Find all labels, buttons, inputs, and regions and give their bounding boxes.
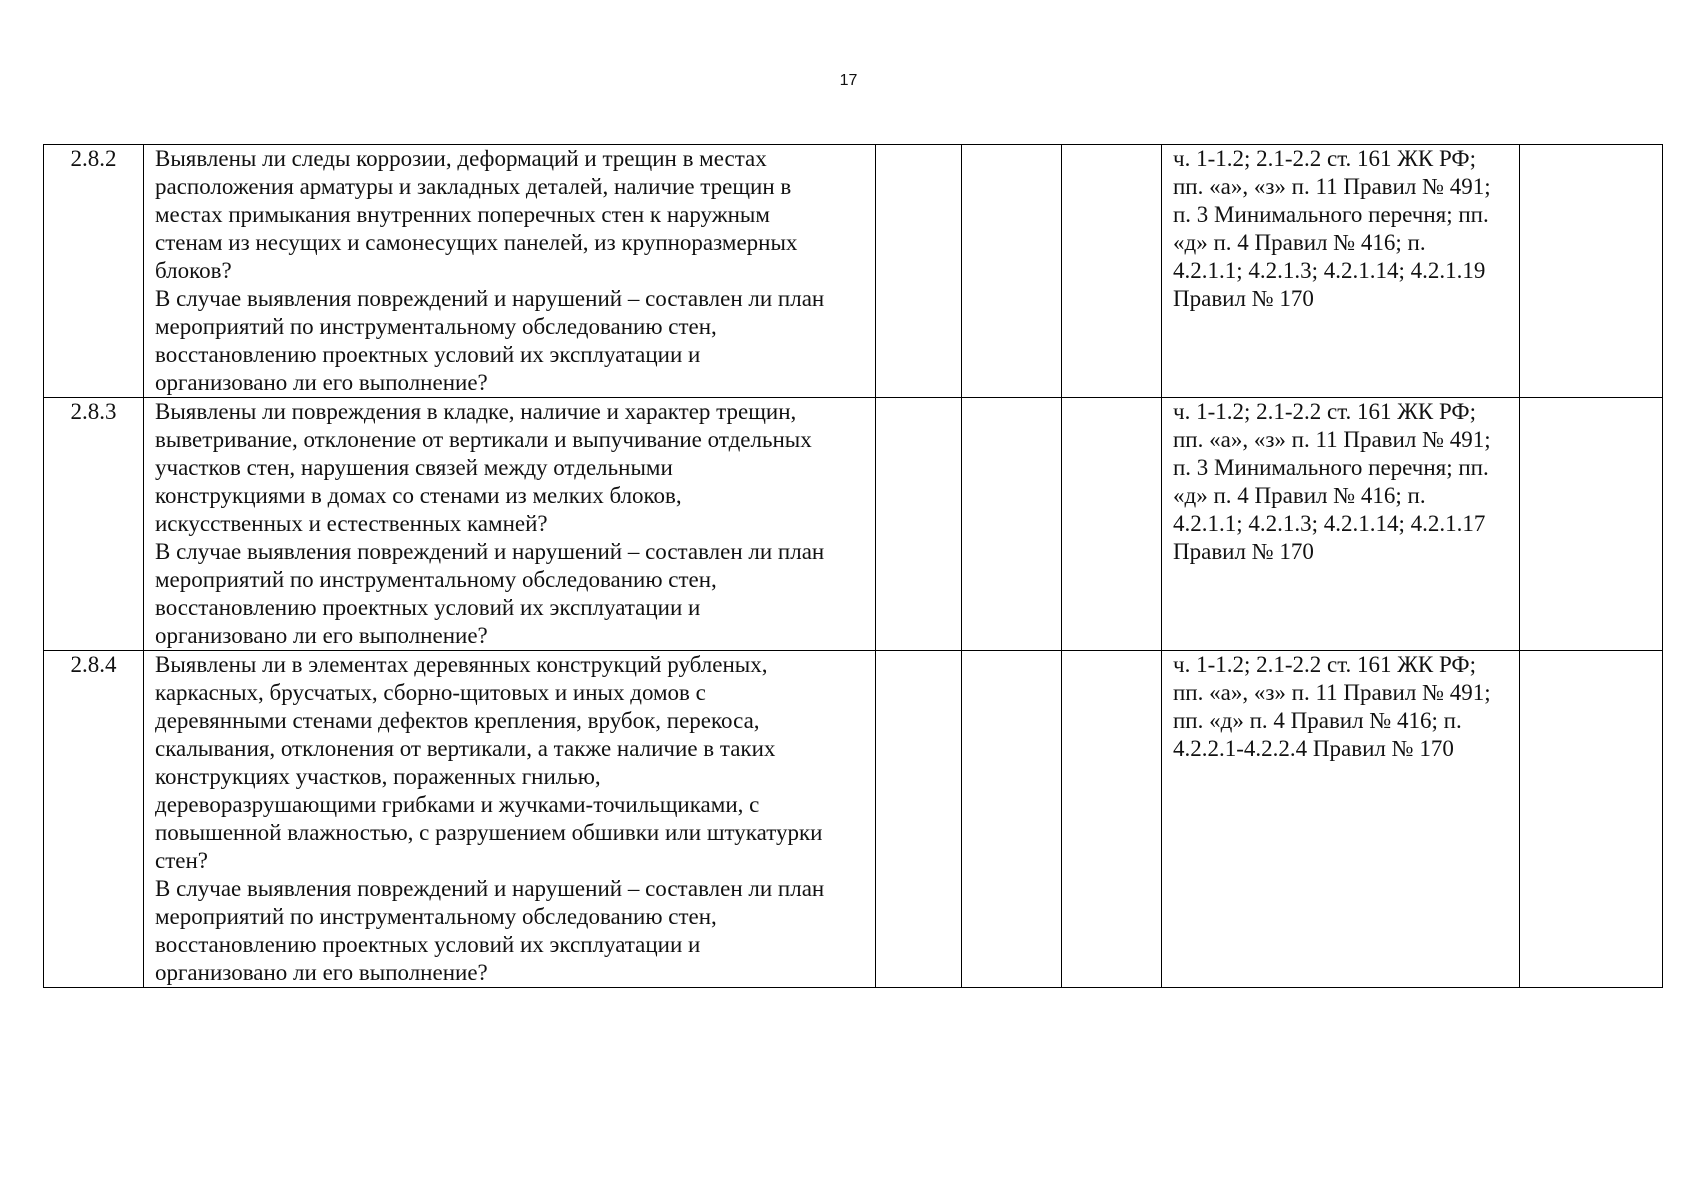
question-line: стенам из несущих и самонесущих панелей, из крупноразмерных	[155, 230, 798, 255]
item-number: 2.8.4	[44, 651, 144, 988]
question-line: конструкциями в домах со стенами из мелких блоков,	[155, 483, 682, 508]
reference-line: ч. 1-1.2; 2.1-2.2 ст. 161 ЖК РФ;	[1173, 146, 1476, 171]
question-line: организовано ли его выполнение?	[155, 370, 488, 395]
question-line: скалывания, отклонения от вертикали, а также наличие в таких	[155, 736, 776, 761]
question-line: выветривание, отклонение от вертикали и выпучивание отдельных	[155, 427, 812, 452]
question-line: организовано ли его выполнение?	[155, 960, 488, 985]
reference-line: 4.2.1.1; 4.2.1.3; 4.2.1.14; 4.2.1.19	[1173, 258, 1486, 283]
question-line: мероприятий по инструментальному обследованию стен,	[155, 904, 717, 929]
question-line: искусственных и естественных камней?	[155, 511, 548, 536]
legal-reference-cell	[1162, 651, 1520, 988]
question-line: организовано ли его выполнение?	[155, 623, 488, 648]
table-row	[44, 398, 1663, 651]
legal-reference-cell	[1162, 145, 1520, 398]
reference-line: пп. «а», «з» п. 11 Правил № 491;	[1173, 174, 1491, 199]
answer-na-cell	[1062, 398, 1162, 651]
question-line: В случае выявления повреждений и нарушений – составлен ли план	[155, 876, 825, 901]
notes-cell	[1520, 651, 1663, 988]
reference-line: «д» п. 4 Правил № 416; п.	[1173, 483, 1426, 508]
question-line: блоков?	[155, 258, 232, 283]
checklist-table	[43, 144, 1663, 988]
notes-cell	[1520, 145, 1663, 398]
question-line: восстановлению проектных условий их эксплуатации и	[155, 932, 701, 957]
reference-line: п. 3 Минимального перечня; пп.	[1173, 202, 1489, 227]
reference-line: пп. «а», «з» п. 11 Правил № 491;	[1173, 680, 1491, 705]
question-line: мероприятий по инструментальному обследованию стен,	[155, 567, 717, 592]
reference-line: 4.2.1.1; 4.2.1.3; 4.2.1.14; 4.2.1.17	[1173, 511, 1486, 536]
answer-no-cell	[962, 145, 1062, 398]
question-line: местах примыкания внутренних поперечных стен к наружным	[155, 202, 770, 227]
question-line: повышенной влажностью, с разрушением обшивки или штукатурки	[155, 820, 823, 845]
question-line: стен?	[155, 848, 208, 873]
reference-line: пп. «д» п. 4 Правил № 416; п.	[1173, 708, 1462, 733]
question-cell	[144, 145, 876, 398]
reference-line: п. 3 Минимального перечня; пп.	[1173, 455, 1489, 480]
question-line: каркасных, брусчатых, сборно-щитовых и иных домов с	[155, 680, 706, 705]
question-line: деревянными стенами дефектов крепления, врубок, перекоса,	[155, 708, 760, 733]
reference-line: 4.2.2.1-4.2.2.4 Правил № 170	[1173, 736, 1454, 761]
answer-yes-cell	[876, 651, 962, 988]
notes-cell	[1520, 398, 1663, 651]
question-line: мероприятий по инструментальному обследованию стен,	[155, 314, 717, 339]
page-number: 17	[839, 72, 858, 89]
legal-reference-cell	[1162, 398, 1520, 651]
answer-na-cell	[1062, 651, 1162, 988]
question-line: расположения арматуры и закладных деталей, наличие трещин в	[155, 174, 792, 199]
reference-line: ч. 1-1.2; 2.1-2.2 ст. 161 ЖК РФ;	[1173, 652, 1476, 677]
question-line: Выявлены ли следы коррозии, деформаций и трещин в местах	[155, 146, 767, 171]
question-line: восстановлению проектных условий их эксплуатации и	[155, 595, 701, 620]
question-line: Выявлены ли в элементах деревянных конструкций рубленых,	[155, 652, 768, 677]
question-line: В случае выявления повреждений и нарушений – составлен ли план	[155, 286, 825, 311]
table-row	[44, 145, 1663, 398]
table-row	[44, 651, 1663, 988]
question-line: конструкциях участков, пораженных гнилью,	[155, 764, 601, 789]
question-cell	[144, 651, 876, 988]
item-number: 2.8.3	[44, 398, 144, 651]
reference-line: пп. «а», «з» п. 11 Правил № 491;	[1173, 427, 1491, 452]
question-line: В случае выявления повреждений и нарушений – составлен ли план	[155, 539, 825, 564]
reference-line: ч. 1-1.2; 2.1-2.2 ст. 161 ЖК РФ;	[1173, 399, 1476, 424]
reference-line: Правил № 170	[1173, 539, 1314, 564]
question-line: участков стен, нарушения связей между отдельными	[155, 455, 673, 480]
reference-line: «д» п. 4 Правил № 416; п.	[1173, 230, 1426, 255]
item-number: 2.8.2	[44, 145, 144, 398]
reference-line: Правил № 170	[1173, 286, 1314, 311]
answer-no-cell	[962, 651, 1062, 988]
answer-no-cell	[962, 398, 1062, 651]
question-cell	[144, 398, 876, 651]
question-line: дереворазрушающими грибками и жучками-точильщиками, с	[155, 792, 760, 817]
answer-yes-cell	[876, 398, 962, 651]
answer-na-cell	[1062, 145, 1162, 398]
answer-yes-cell	[876, 145, 962, 398]
question-line: Выявлены ли повреждения в кладке, наличие и характер трещин,	[155, 399, 797, 424]
question-line: восстановлению проектных условий их эксплуатации и	[155, 342, 701, 367]
